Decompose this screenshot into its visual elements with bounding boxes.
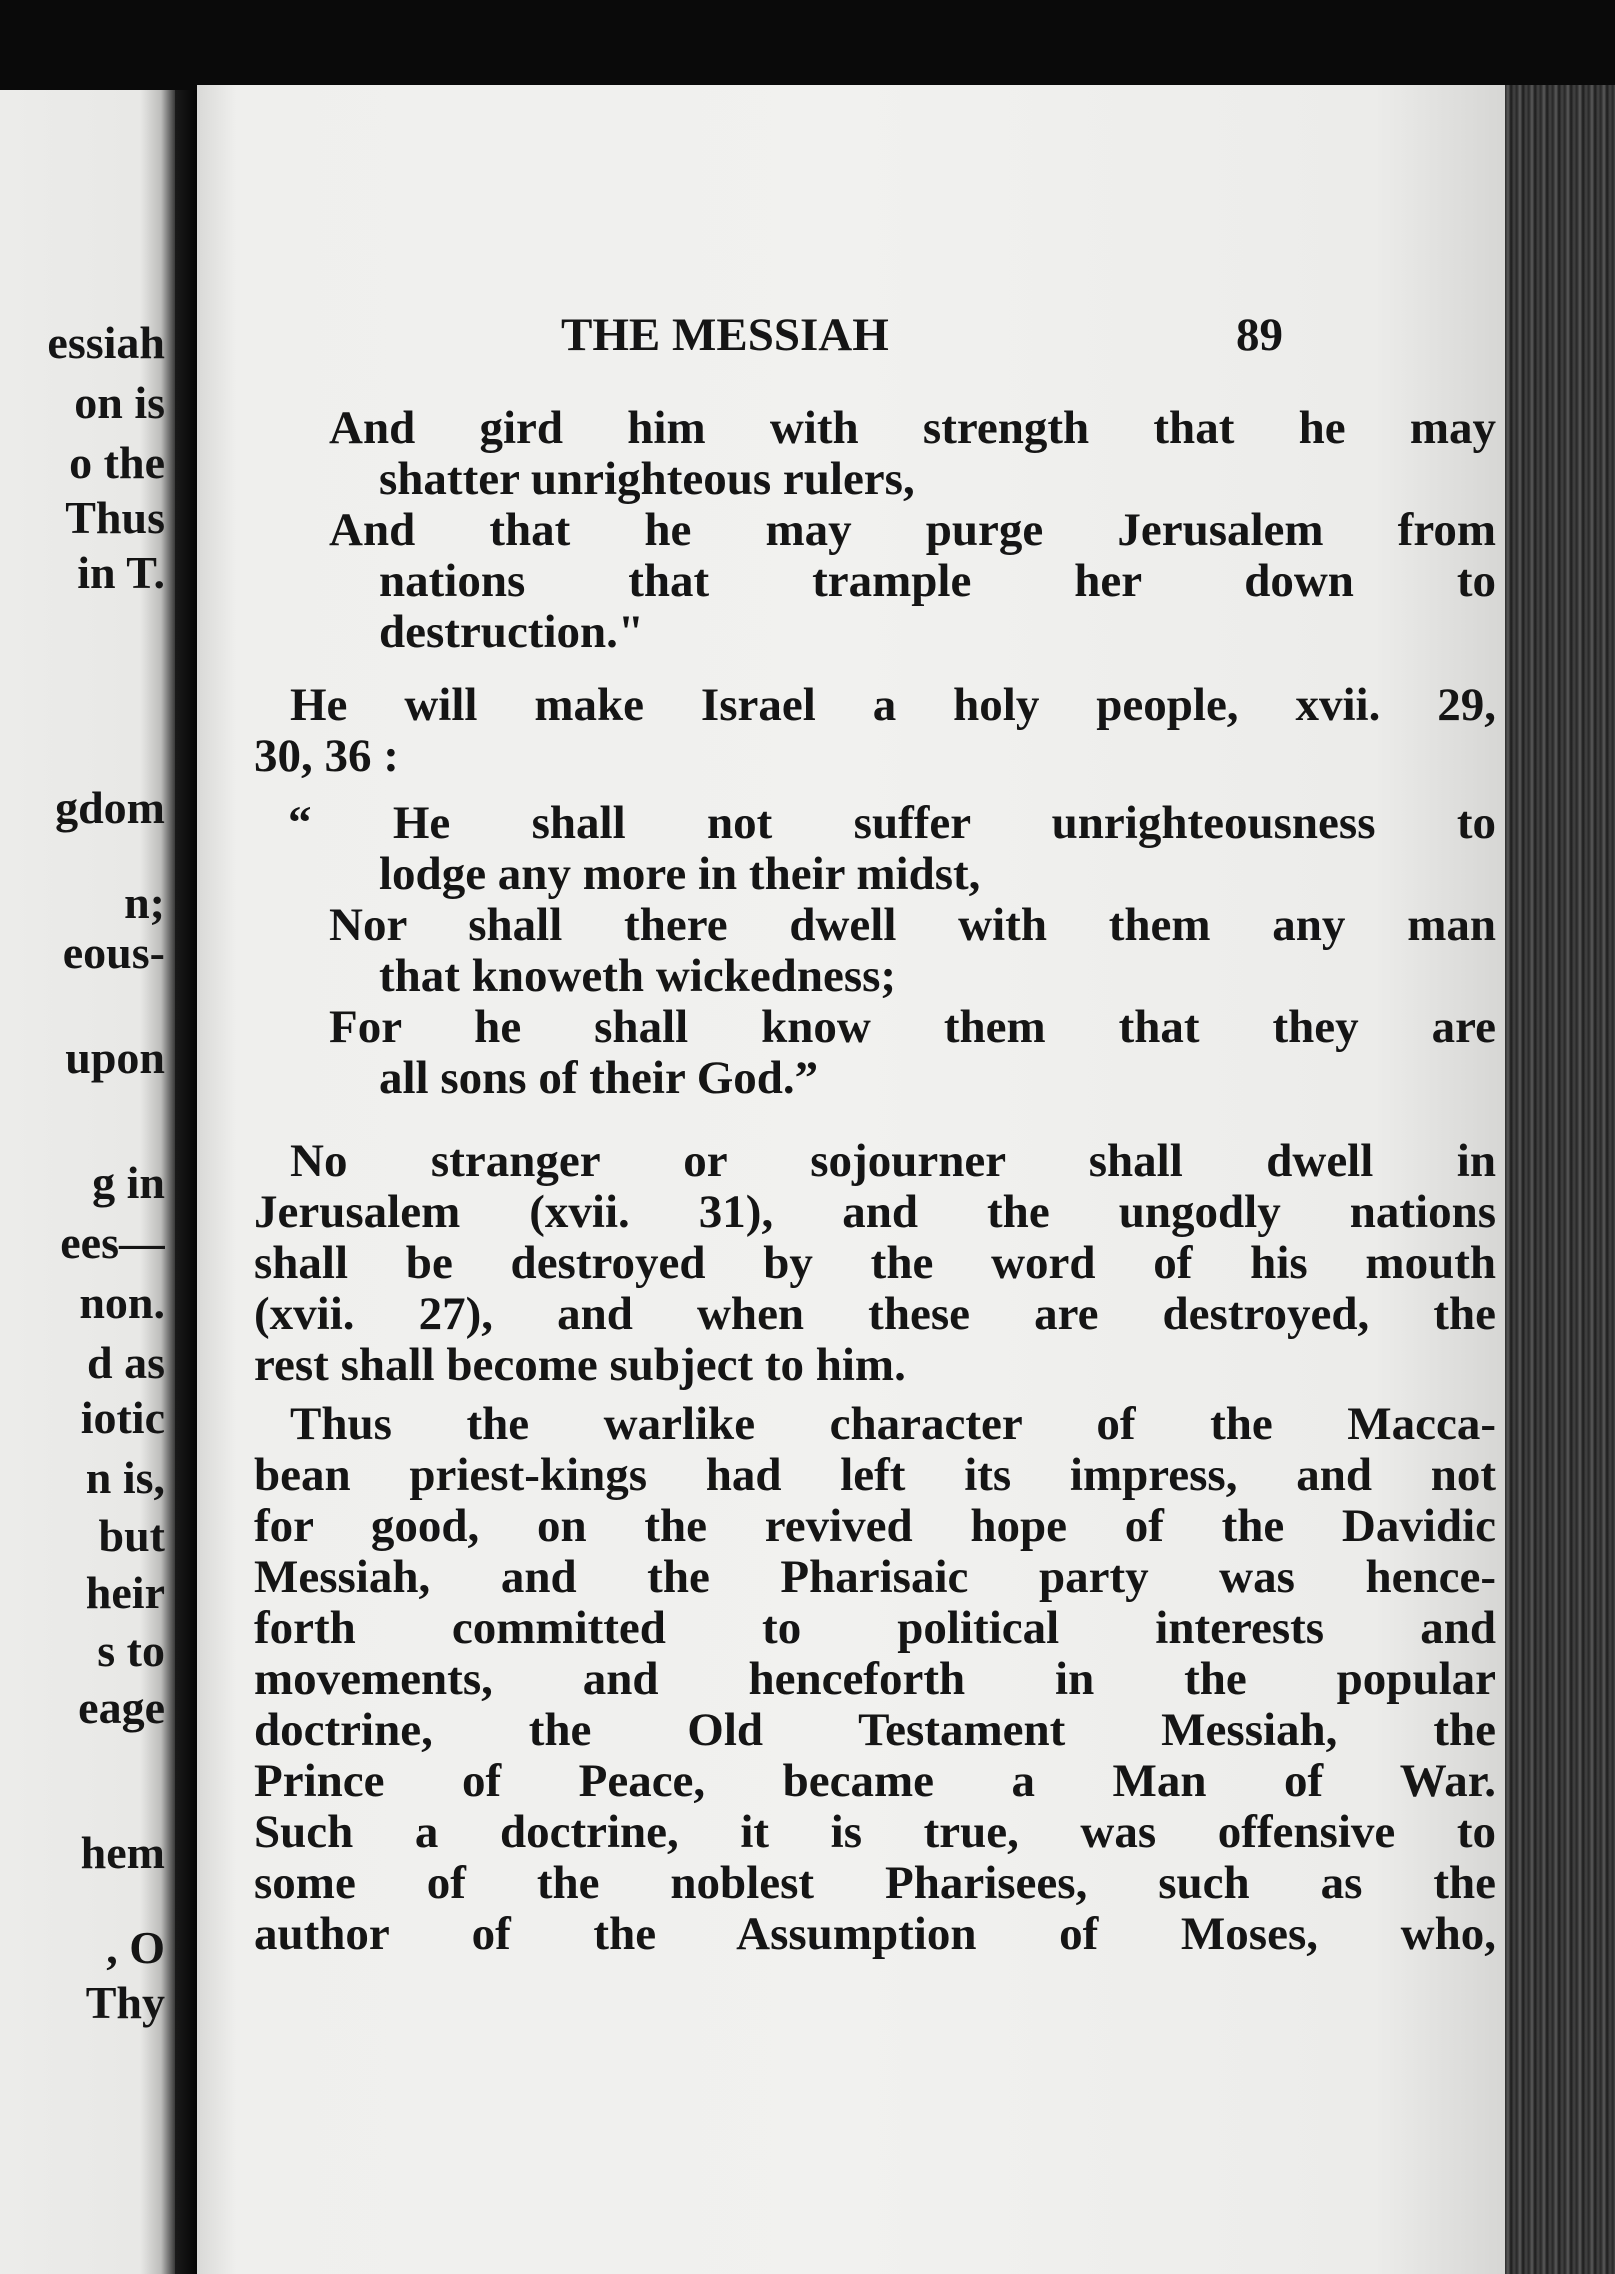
prev-page-line: eous- <box>62 927 165 978</box>
text-line: Jerusalem (xvii. 31), and the ungodly nations <box>254 1186 1496 1238</box>
text-line: shall be destroyed by the word of his mouth <box>254 1237 1496 1289</box>
text-line: Thus the warlike character of the Macca- <box>290 1398 1496 1450</box>
text-line: No stranger or sojourner shall dwell in <box>290 1135 1496 1187</box>
prev-page-line: gdom <box>55 782 165 833</box>
running-head <box>197 300 1505 370</box>
text-line: And that he may purge Jerusalem from <box>329 504 1496 556</box>
text-line: bean priest-kings had left its impress, and not <box>254 1449 1496 1501</box>
page-title: THE MESSIAH <box>561 309 889 361</box>
prev-page-line: ees— <box>60 1217 165 1268</box>
paragraph <box>254 1399 1496 1960</box>
prev-page-line: n is, <box>85 1452 165 1503</box>
prev-page-line: hem <box>80 1827 165 1878</box>
text-line: author of the Assumption of Moses, who, <box>254 1908 1496 1960</box>
text-line: Messiah, and the Pharisaic party was hence- <box>254 1551 1496 1603</box>
prev-page-line: on is <box>74 377 165 428</box>
prev-page-line: non. <box>79 1277 165 1328</box>
text-line: He will make Israel a holy people, xvii. 29, <box>290 679 1496 731</box>
prev-page-line: d as <box>87 1337 165 1388</box>
previous-page <box>0 90 175 2274</box>
text-line: for good, on the revived hope of the Davidic <box>254 1500 1496 1552</box>
prev-page-line: Thus <box>65 492 165 543</box>
text-line: forth committed to political interests and <box>254 1602 1496 1654</box>
text-line: nations that trample her down to <box>379 555 1496 607</box>
text-line: rest shall become subject to him. <box>254 1339 906 1391</box>
page-number: 89 <box>1236 309 1283 361</box>
prev-page-line: but <box>98 1510 165 1561</box>
prev-page-line: heir <box>85 1567 165 1618</box>
text-line: Prince of Peace, became a Man of War. <box>254 1755 1496 1807</box>
prev-page-line: in T. <box>77 547 165 598</box>
text-line: doctrine, the Old Testament Messiah, the <box>254 1704 1496 1756</box>
text-line: that knoweth wickedness; <box>379 950 897 1002</box>
prev-page-line: , O <box>106 1922 165 1973</box>
prev-page-line: g in <box>92 1157 165 1208</box>
text-line: lodge any more in their midst, <box>379 848 981 900</box>
text-line: all sons of their God.” <box>379 1052 819 1104</box>
text-line: For he shall know them that they are <box>329 1001 1496 1053</box>
page-edges <box>1505 85 1615 2274</box>
page-body <box>254 403 1496 1960</box>
text-line: “ He shall not suffer unrighteousness to <box>288 797 1496 849</box>
text-line: Nor shall there dwell with them any man <box>329 899 1496 951</box>
text-line: shatter unrighteous rulers, <box>379 453 915 505</box>
prev-page-line: essiah <box>47 317 165 368</box>
prev-page-line: iotic <box>80 1392 165 1443</box>
text-line: destruction." <box>379 606 644 658</box>
prev-page-line: s to <box>97 1625 165 1676</box>
verse-quotation <box>254 403 1496 658</box>
text-line: Such a doctrine, it is true, was offensive to <box>254 1806 1496 1858</box>
prev-page-line: o the <box>69 437 165 488</box>
paragraph <box>254 680 1496 782</box>
book-page <box>197 85 1505 2274</box>
verse-quotation <box>254 798 1496 1104</box>
book-gutter <box>175 90 197 2274</box>
text-line: 30, 36 : <box>254 730 399 782</box>
text-line: (xvii. 27), and when these are destroyed, the <box>254 1288 1496 1340</box>
prev-page-line: Thy <box>85 1977 165 2028</box>
prev-page-line: upon <box>65 1032 165 1083</box>
text-line: movements, and henceforth in the popular <box>254 1653 1496 1705</box>
prev-page-line: n; <box>124 877 165 928</box>
prev-page-line: eage <box>78 1682 165 1733</box>
text-line: some of the noblest Pharisees, such as the <box>254 1857 1496 1909</box>
paragraph <box>254 1136 1496 1391</box>
text-line: And gird him with strength that he may <box>329 402 1496 454</box>
